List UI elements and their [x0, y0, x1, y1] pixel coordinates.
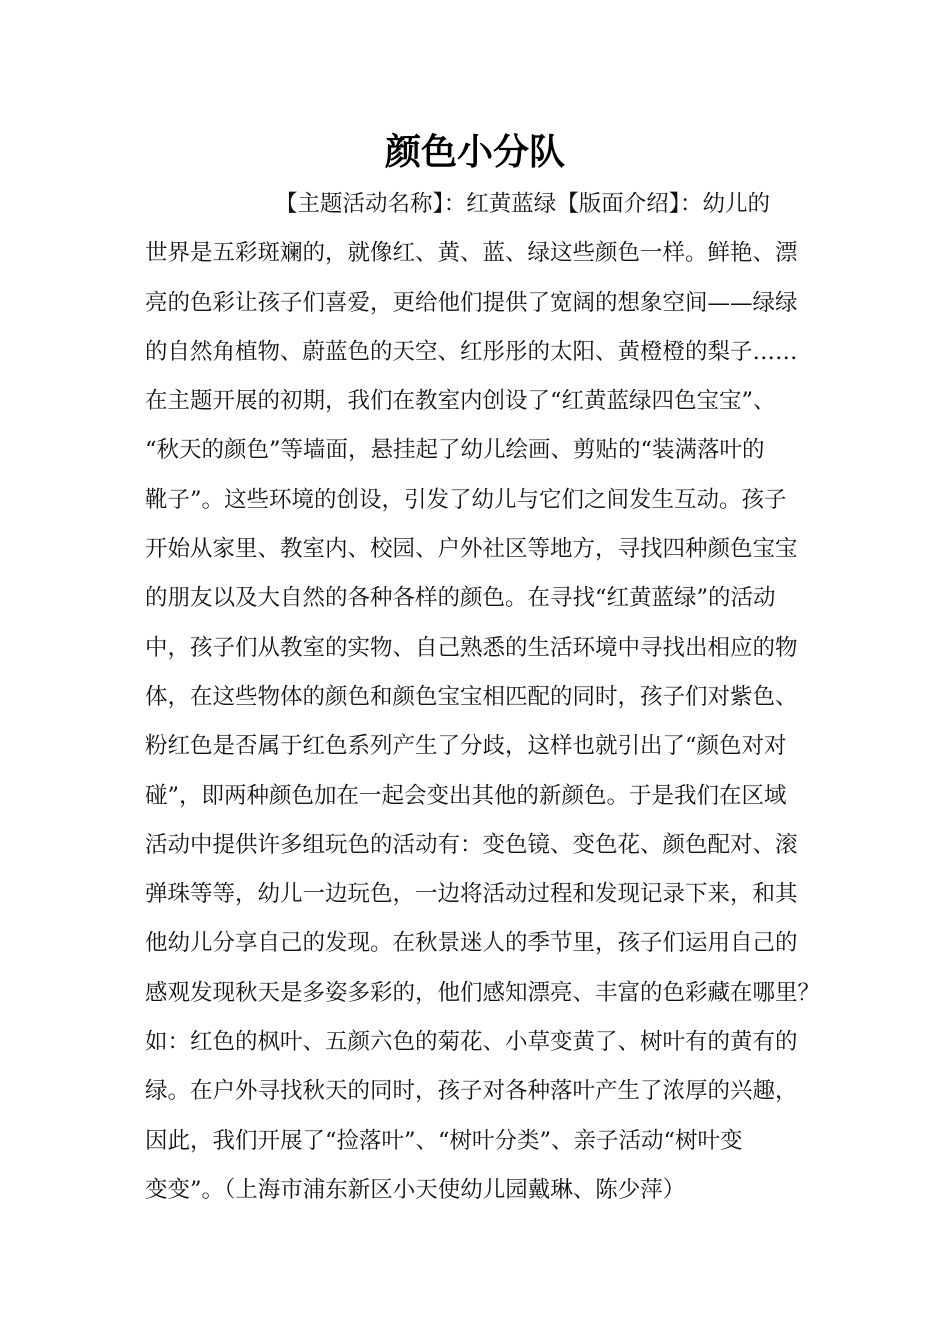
body-line: 因此，我们开展了“捡落叶”、“树叶分类”、亲子活动“树叶变: [145, 1127, 743, 1154]
body-line: “秋天的颜色”等墙面，悬挂起了幼儿绘画、剪贴的“装满落叶的: [145, 437, 765, 464]
body-line: 碰”，即两种颜色加在一起会变出其他的新颜色。于是我们在区域: [145, 782, 787, 809]
body-line: 如：红色的枫叶、五颜六色的菊花、小草变黄了、树叶有的黄有的: [145, 1029, 798, 1056]
body-line: 弹珠等等，幼儿一边玩色，一边将活动过程和发现记录下来，和其: [145, 881, 798, 908]
body-line: 在主题开展的初期，我们在教室内创设了“红黄蓝绿四色宝宝”、: [145, 388, 776, 415]
body-line: 世界是五彩斑斓的，就像红、黄、蓝、绿这些颜色一样。鲜艳、漂: [145, 240, 798, 267]
body-line: 的自然角植物、蔚蓝色的天空、红彤彤的太阳、黄橙橙的梨子……: [145, 338, 798, 365]
body-line: 体，在这些物体的颜色和颜色宝宝相匹配的同时，孩子们对紫色、: [145, 683, 798, 710]
body-line: 的朋友以及大自然的各种各样的颜色。在寻找“红黄蓝绿”的活动: [145, 585, 776, 612]
document-body: [145, 180, 821, 1215]
document-title: 颜色小分队: [384, 131, 565, 173]
body-line: 变变”。（上海市浦东新区小天使幼儿园戴琳、陈少萍）: [145, 1176, 686, 1203]
body-line: 绿。在户外寻找秋天的同时，孩子对各种落叶产生了浓厚的兴趣，: [145, 1078, 798, 1105]
body-line: 感观发现秋天是多姿多彩的，他们感知漂亮、丰富的色彩藏在哪里？: [145, 979, 821, 1006]
body-line: 中，孩子们从教室的实物、自己熟悉的生活环境中寻找出相应的物: [145, 634, 798, 661]
body-line: 他幼儿分享自己的发现。在秋景迷人的季节里，孩子们运用自己的: [145, 930, 798, 957]
body-line: 靴子”。这些环境的创设，引发了幼儿与它们之间发生互动。孩子: [145, 486, 787, 513]
body-line: 粉红色是否属于红色系列产生了分歧，这样也就引出了“颜色对对: [145, 733, 787, 760]
body-line: 【主题活动名称】：红黄蓝绿【版面介绍】：幼儿的: [275, 191, 771, 217]
body-line: 亮的色彩让孩子们喜爱，更给他们提供了宽阔的想象空间——绿绿: [145, 289, 798, 316]
body-line: 开始从家里、教室内、校园、户外社区等地方，寻找四种颜色宝宝: [145, 536, 798, 563]
body-line: 活动中提供许多组玩色的活动有：变色镜、变色花、颜色配对、滚: [145, 831, 798, 858]
